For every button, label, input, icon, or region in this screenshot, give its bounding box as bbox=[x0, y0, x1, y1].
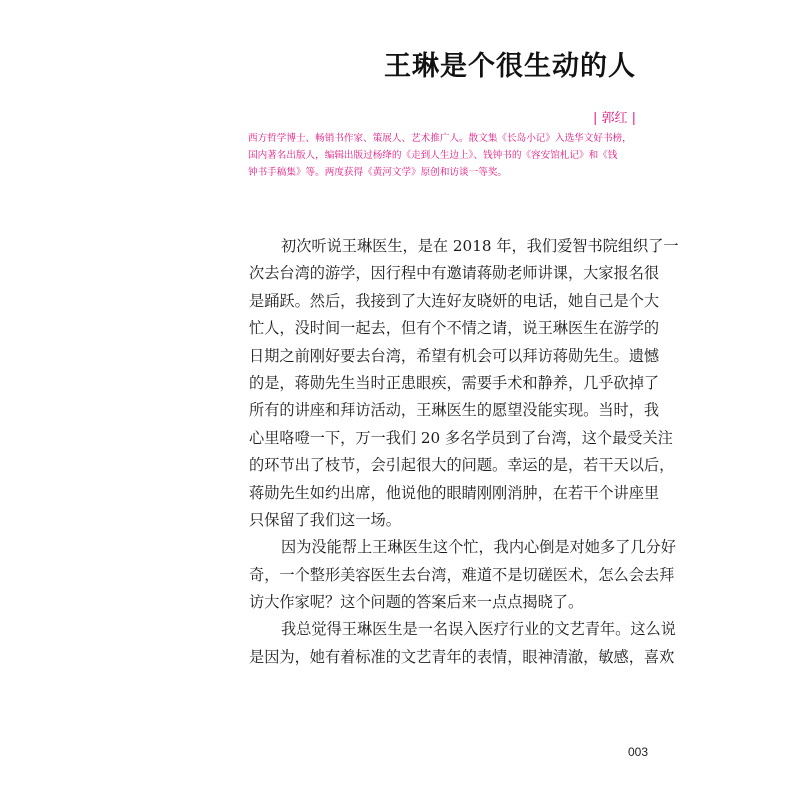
body-text bbox=[249, 233, 679, 671]
body-line: 的环节出了枝节，会引起很大的问题。幸运的是，若干天以后， bbox=[249, 456, 675, 475]
chapter-title: 王琳是个很生动的人 bbox=[384, 51, 636, 82]
body-line: 只保留了我们这一场。 bbox=[249, 510, 401, 529]
body-line: 是因为，她有着标准的文艺青年的表情，眼神清澈，敏感，喜欢 bbox=[249, 647, 675, 666]
body-line: 日期之前刚好要去台湾，希望有机会可以拜访蒋勋先生。遗憾 bbox=[249, 346, 660, 365]
body-line: 蒋勋先生如约出席，他说他的眼睛刚刚消肿，在若干个讲座里 bbox=[249, 483, 660, 502]
body-line: 访大作家呢？这个问题的答案后来一点点揭晓了。 bbox=[249, 593, 584, 612]
page-number: 003 bbox=[627, 745, 648, 759]
body-line: 初次听说王琳医生，是在 2018 年，我们爱智书院组织了一 bbox=[281, 237, 679, 255]
body-line: 的是，蒋勋先生当时正患眼疾，需要手术和静养，几乎砍掉了 bbox=[249, 373, 660, 392]
body-line: 忙人，没时间一起去，但有个不情之请，说王琳医生在游学的 bbox=[249, 319, 660, 338]
bio-line: 西方哲学博士、畅销书作家、策展人、艺术推广人。散文集《长岛小记》入选华文好书榜， bbox=[248, 133, 632, 144]
body-line: 因为没能帮上王琳医生这个忙，我内心倒是对她多了几分好 bbox=[281, 538, 676, 557]
bio-line: 钟书手稿集》等。两度获得《黄河文学》原创和访谈一等奖。 bbox=[248, 167, 508, 178]
body-line: 是踊跃。然后，我接到了大连好友晓妍的电话，她自己是个大 bbox=[249, 291, 660, 310]
body-line: 所有的讲座和拜访活动，王琳医生的愿望没能实现。当时，我 bbox=[249, 401, 660, 420]
body-line: 次去台湾的游学，因行程中有邀请蒋勋老师讲课，大家报名很 bbox=[249, 264, 660, 283]
body-line: 奇，一个整形美容医生去台湾，难道不是切磋医术，怎么会去拜 bbox=[249, 565, 675, 584]
author-name: | 郭红 | bbox=[592, 111, 636, 126]
bio-line: 国内著名出版人，编辑出版过杨绛的《走到人生边上》、钱钟书的《容安馆札记》和《钱 bbox=[248, 150, 618, 161]
body-line: 心里咯噔一下，万一我们 20 多名学员到了台湾，这个最受关注 bbox=[249, 428, 673, 447]
body-line: 我总觉得王琳医生是一名误入医疗行业的文艺青年。这么说 bbox=[281, 620, 676, 639]
author-bio bbox=[248, 130, 660, 181]
